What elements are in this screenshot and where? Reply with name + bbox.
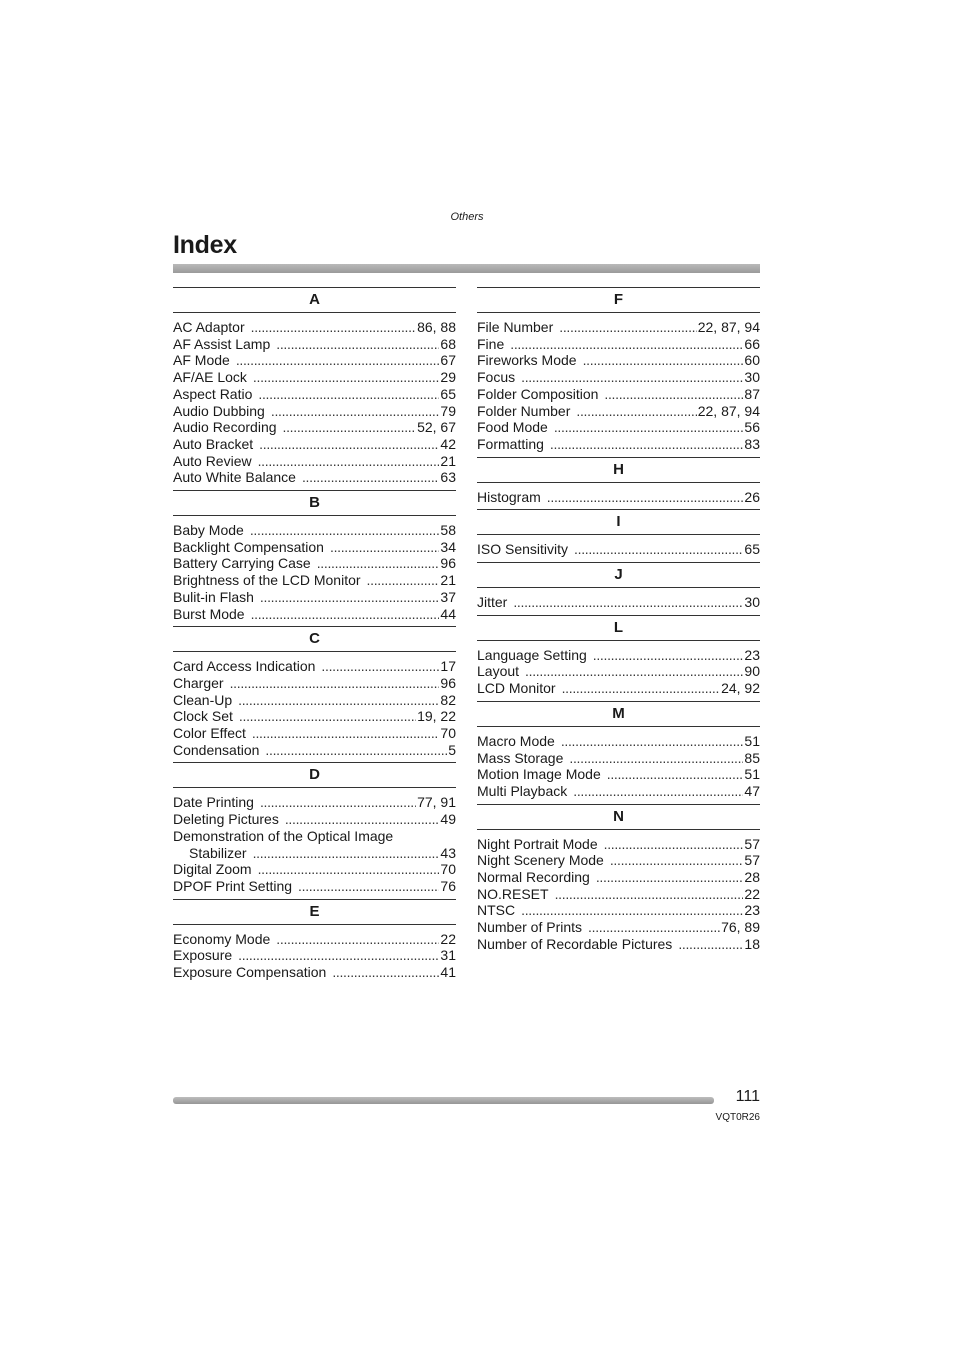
- dot-leader: [576, 403, 696, 420]
- index-page-refs: 96: [440, 555, 456, 572]
- index-term: Exposure: [173, 947, 233, 964]
- index-entry-list: [477, 483, 760, 510]
- index-entry: [173, 336, 456, 353]
- dot-leader: [330, 539, 439, 556]
- dot-leader: [283, 419, 417, 436]
- index-entry: [477, 750, 760, 767]
- index-page-refs: 42: [440, 435, 456, 452]
- index-group-n: [477, 804, 760, 957]
- index-group-h: [477, 457, 760, 510]
- index-entry: [173, 811, 456, 828]
- index-page-refs: 19, 22: [417, 708, 456, 725]
- index-term: Normal Recording: [477, 869, 590, 886]
- index-term: Color Effect: [173, 725, 246, 742]
- index-page-refs: 22: [440, 930, 456, 947]
- document-code: VQT0R26: [715, 1112, 760, 1123]
- index-entry: [173, 522, 456, 539]
- index-entry: [477, 352, 760, 369]
- index-letter-heading: L: [477, 615, 760, 641]
- index-term: AF Mode: [173, 352, 230, 369]
- page-title: Index: [173, 231, 237, 259]
- index-term: NO.RESET: [477, 885, 549, 902]
- index-page-refs: 34: [440, 538, 456, 555]
- index-term: AF Assist Lamp: [173, 335, 271, 352]
- index-page-refs: 87: [744, 385, 760, 402]
- dot-leader: [253, 845, 440, 862]
- dot-leader: [259, 436, 439, 453]
- index-page-refs: 23: [744, 646, 760, 663]
- index-term: Charger: [173, 674, 224, 691]
- index-page-refs: 83: [744, 435, 760, 452]
- index-page-refs: 67: [440, 352, 456, 369]
- index-entry: [173, 589, 456, 606]
- index-group-i: [477, 509, 760, 562]
- index-term: Backlight Compensation: [173, 538, 324, 555]
- dot-leader: [521, 902, 743, 919]
- index-entry: [477, 419, 760, 436]
- dot-leader: [298, 878, 439, 895]
- index-page-refs: 30: [744, 594, 760, 611]
- index-page-refs: 51: [744, 766, 760, 783]
- index-page-refs: 30: [744, 369, 760, 386]
- index-letter-heading: D: [173, 762, 456, 788]
- index-term: Economy Mode: [173, 930, 271, 947]
- index-entry-list: [477, 727, 760, 804]
- index-page-refs: 24, 92: [721, 680, 760, 697]
- dot-leader: [569, 750, 743, 767]
- index-entry: [477, 594, 760, 611]
- dot-leader: [604, 386, 743, 403]
- index-term: Deleting Pictures: [173, 811, 279, 828]
- index-entry-list: [173, 652, 456, 762]
- index-term: AF/AE Lock: [173, 369, 247, 386]
- dot-leader: [573, 783, 743, 800]
- index-entry: [173, 539, 456, 556]
- index-group-l: [477, 615, 760, 701]
- index-page-refs: 79: [440, 402, 456, 419]
- dot-leader: [510, 336, 743, 353]
- index-term: Exposure Compensation: [173, 964, 327, 981]
- index-term: Aspect Ratio: [173, 385, 253, 402]
- index-entry: [173, 419, 456, 436]
- index-term: Histogram: [477, 488, 541, 505]
- dot-leader: [554, 419, 744, 436]
- dot-leader: [678, 936, 743, 953]
- index-page-refs: 26: [744, 488, 760, 505]
- index-page-refs: 52, 67: [417, 419, 456, 436]
- index-entry: [173, 555, 456, 572]
- index-term: ISO Sensitivity: [477, 541, 569, 558]
- index-page-refs: 37: [440, 588, 456, 605]
- dot-leader: [238, 947, 439, 964]
- index-term: Language Setting: [477, 646, 587, 663]
- index-entry: [477, 919, 760, 936]
- index-term: Food Mode: [477, 419, 548, 436]
- index-term: Digital Zoom: [173, 861, 252, 878]
- index-page-refs: 77, 91: [417, 794, 456, 811]
- index-page-refs: 57: [744, 835, 760, 852]
- index-term: Battery Carrying Case: [173, 555, 311, 572]
- index-entry: [477, 733, 760, 750]
- dot-leader: [276, 931, 439, 948]
- dot-leader: [588, 919, 720, 936]
- index-group-d: [173, 762, 456, 898]
- index-page-refs: 22, 87, 94: [697, 319, 760, 335]
- index-term: Number of Prints: [477, 919, 583, 936]
- index-letter-heading: C: [173, 626, 456, 652]
- dot-leader: [265, 742, 447, 759]
- index-term: Demonstration of the Optical Image: [173, 827, 394, 844]
- index-page-refs: 28: [744, 869, 760, 886]
- index-entry: [173, 658, 456, 675]
- section-label: Others: [450, 211, 484, 223]
- index-letter-heading: H: [477, 457, 760, 483]
- dot-leader: [521, 369, 743, 386]
- index-page-refs: 41: [440, 964, 456, 981]
- dot-leader: [258, 386, 439, 403]
- index-entry: [173, 369, 456, 386]
- index-entry: [477, 680, 760, 697]
- index-letter-heading: J: [477, 562, 760, 588]
- index-term: Layout: [477, 663, 520, 680]
- index-entry: [173, 675, 456, 692]
- index-entry: [477, 541, 760, 558]
- index-entry: [477, 852, 760, 869]
- index-term: File Number: [477, 319, 554, 335]
- index-entry: [173, 469, 456, 486]
- index-page-refs: 56: [744, 419, 760, 436]
- index-term: Auto White Balance: [173, 469, 296, 486]
- dot-leader: [559, 319, 696, 336]
- dot-leader: [230, 675, 440, 692]
- index-column-left: [173, 287, 456, 985]
- index-term: Macro Mode: [477, 732, 555, 749]
- index-group-c: [173, 626, 456, 762]
- dot-leader: [593, 647, 744, 664]
- index-page-refs: 82: [440, 691, 456, 708]
- index-entry-list: [477, 830, 760, 957]
- index-page-refs: 43: [440, 844, 456, 861]
- index-page-refs: 70: [440, 861, 456, 878]
- index-entry: [173, 828, 456, 845]
- index-page-refs: 96: [440, 674, 456, 691]
- index-letter-heading: F: [477, 287, 760, 313]
- index-term: Stabilizer: [189, 844, 247, 861]
- index-term: Jitter: [477, 594, 508, 611]
- index-entry: [477, 836, 760, 853]
- index-page-refs: 47: [744, 782, 760, 799]
- index-term: DPOF Print Setting: [173, 877, 293, 894]
- index-term: Night Portrait Mode: [477, 835, 598, 852]
- dot-leader: [596, 869, 744, 886]
- dot-leader: [604, 836, 744, 853]
- index-page-refs: 65: [744, 541, 760, 558]
- dot-leader: [239, 708, 416, 725]
- index-page-refs: 60: [744, 352, 760, 369]
- index-entry: [173, 606, 456, 623]
- index-entry: [173, 403, 456, 420]
- index-letter-heading: A: [173, 287, 456, 313]
- index-entry: [477, 886, 760, 903]
- index-term: Auto Review: [173, 452, 252, 469]
- index-term: Clean-Up: [173, 691, 233, 708]
- index-entry-list: [477, 641, 760, 701]
- index-group-a: [173, 287, 456, 490]
- index-entry: [173, 931, 456, 948]
- dot-leader: [317, 555, 440, 572]
- index-entry: [173, 708, 456, 725]
- index-term: Multi Playback: [477, 782, 568, 799]
- index-page-refs: 18: [744, 935, 760, 952]
- dot-leader: [285, 811, 440, 828]
- index-entry: [173, 794, 456, 811]
- index-page-refs: 68: [440, 335, 456, 352]
- dot-leader: [367, 572, 440, 589]
- index-term: Condensation: [173, 741, 260, 758]
- index-term: Audio Recording: [173, 419, 277, 436]
- index-page-refs: 21: [440, 452, 456, 469]
- index-term: Burst Mode: [173, 605, 245, 622]
- index-entry: [173, 845, 456, 862]
- index-page-refs: 5: [448, 741, 456, 758]
- index-entry: [477, 783, 760, 800]
- dot-leader: [561, 733, 744, 750]
- index-letter-heading: I: [477, 509, 760, 535]
- dot-leader: [525, 663, 743, 680]
- index-page-refs: 70: [440, 725, 456, 742]
- dot-leader: [583, 352, 744, 369]
- index-term: AC Adaptor: [173, 319, 245, 335]
- index-term: Mass Storage: [477, 749, 564, 766]
- index-term: Night Scenery Mode: [477, 852, 604, 869]
- index-entry: [173, 352, 456, 369]
- index-group-e: [173, 899, 456, 985]
- dot-leader: [555, 886, 744, 903]
- index-group-m: [477, 701, 760, 804]
- dot-leader: [260, 794, 416, 811]
- index-page-refs: 51: [744, 732, 760, 749]
- index-entry-list: [173, 788, 456, 898]
- dot-leader: [253, 369, 440, 386]
- index-page-refs: 65: [440, 385, 456, 402]
- dot-leader: [251, 319, 416, 336]
- index-entry: [173, 861, 456, 878]
- dot-leader: [258, 453, 440, 470]
- dot-leader: [271, 403, 440, 420]
- index-entry: [477, 663, 760, 680]
- index-term: Fine: [477, 335, 505, 352]
- index-entry: [477, 902, 760, 919]
- index-page-refs: 86, 88: [417, 319, 456, 335]
- index-term: LCD Monitor: [477, 680, 556, 697]
- index-entry: [173, 878, 456, 895]
- index-term: NTSC: [477, 902, 516, 919]
- index-page-refs: 17: [440, 658, 456, 675]
- index-term: Number of Recordable Pictures: [477, 935, 673, 952]
- index-term: Date Printing: [173, 794, 254, 811]
- index-entry: [173, 742, 456, 759]
- index-entry: [173, 947, 456, 964]
- index-term: Baby Mode: [173, 522, 244, 539]
- footer-rule: [173, 1097, 714, 1104]
- dot-leader: [607, 766, 744, 783]
- index-column-right: [477, 287, 760, 957]
- index-term: Fireworks Mode: [477, 352, 577, 369]
- dot-leader: [321, 658, 439, 675]
- index-entry-list: [173, 313, 456, 490]
- dot-leader: [562, 680, 720, 697]
- index-term: Folder Number: [477, 402, 571, 419]
- index-page-refs: 22, 87, 94: [697, 402, 760, 419]
- dot-leader: [547, 489, 744, 506]
- index-entry-list: [477, 588, 760, 615]
- index-entry: [477, 489, 760, 506]
- index-entry: [173, 453, 456, 470]
- index-entry: [173, 572, 456, 589]
- index-page-refs: 76: [440, 877, 456, 894]
- dot-leader: [574, 541, 743, 558]
- index-entry: [477, 647, 760, 664]
- dot-leader: [513, 594, 743, 611]
- index-page-refs: 29: [440, 369, 456, 386]
- index-page-refs: 49: [440, 811, 456, 828]
- dot-leader: [332, 964, 439, 981]
- index-page-refs: 44: [440, 605, 456, 622]
- index-term: Brightness of the LCD Monitor: [173, 572, 361, 589]
- dot-leader: [250, 522, 440, 539]
- dot-leader: [302, 469, 439, 486]
- title-rule: [173, 264, 760, 273]
- index-entry: [477, 336, 760, 353]
- index-entry: [173, 319, 456, 336]
- index-entry: [477, 319, 760, 336]
- index-page-refs: 57: [744, 852, 760, 869]
- index-page-refs: 23: [744, 902, 760, 919]
- index-page-refs: 58: [440, 522, 456, 539]
- index-page-refs: 76, 89: [721, 919, 760, 936]
- dot-leader: [252, 725, 440, 742]
- index-term: Clock Set: [173, 708, 233, 725]
- index-term: Focus: [477, 369, 516, 386]
- index-term: Audio Dubbing: [173, 402, 265, 419]
- index-entry: [173, 692, 456, 709]
- index-term: Motion Image Mode: [477, 766, 601, 783]
- index-page-refs: 90: [744, 663, 760, 680]
- index-term: Auto Bracket: [173, 435, 254, 452]
- dot-leader: [238, 692, 439, 709]
- index-entry: [173, 436, 456, 453]
- index-letter-heading: M: [477, 701, 760, 727]
- page-number: 111: [735, 1088, 760, 1105]
- index-entry: [477, 869, 760, 886]
- index-letter-heading: B: [173, 490, 456, 516]
- index-entry-list: [477, 535, 760, 562]
- index-entry: [477, 936, 760, 953]
- index-entry: [477, 369, 760, 386]
- index-page-refs: 63: [440, 469, 456, 486]
- index-entry: [477, 766, 760, 783]
- dot-leader: [550, 436, 744, 453]
- index-term: Bulit-in Flash: [173, 588, 254, 605]
- index-term: Formatting: [477, 435, 544, 452]
- index-page-refs: 66: [744, 335, 760, 352]
- index-term: Card Access Indication: [173, 658, 316, 675]
- dot-leader: [258, 861, 440, 878]
- index-term: Folder Composition: [477, 385, 599, 402]
- index-page-refs: 21: [440, 572, 456, 589]
- dot-leader: [236, 352, 440, 369]
- index-group-j: [477, 562, 760, 615]
- index-entry: [173, 386, 456, 403]
- dot-leader: [260, 589, 440, 606]
- index-letter-heading: N: [477, 804, 760, 830]
- dot-leader: [610, 852, 744, 869]
- index-page-refs: 85: [744, 749, 760, 766]
- index-entry: [477, 436, 760, 453]
- index-entry: [173, 725, 456, 742]
- index-entry: [477, 386, 760, 403]
- index-entry: [173, 964, 456, 981]
- index-entry-list: [173, 516, 456, 626]
- index-group-b: [173, 490, 456, 626]
- index-letter-heading: E: [173, 899, 456, 925]
- index-entry-list: [173, 925, 456, 985]
- dot-leader: [276, 336, 439, 353]
- index-entry-list: [477, 313, 760, 457]
- index-page-refs: 22: [744, 885, 760, 902]
- index-page-refs: 31: [440, 947, 456, 964]
- dot-leader: [251, 606, 440, 623]
- index-entry: [477, 403, 760, 420]
- index-group-f: [477, 287, 760, 457]
